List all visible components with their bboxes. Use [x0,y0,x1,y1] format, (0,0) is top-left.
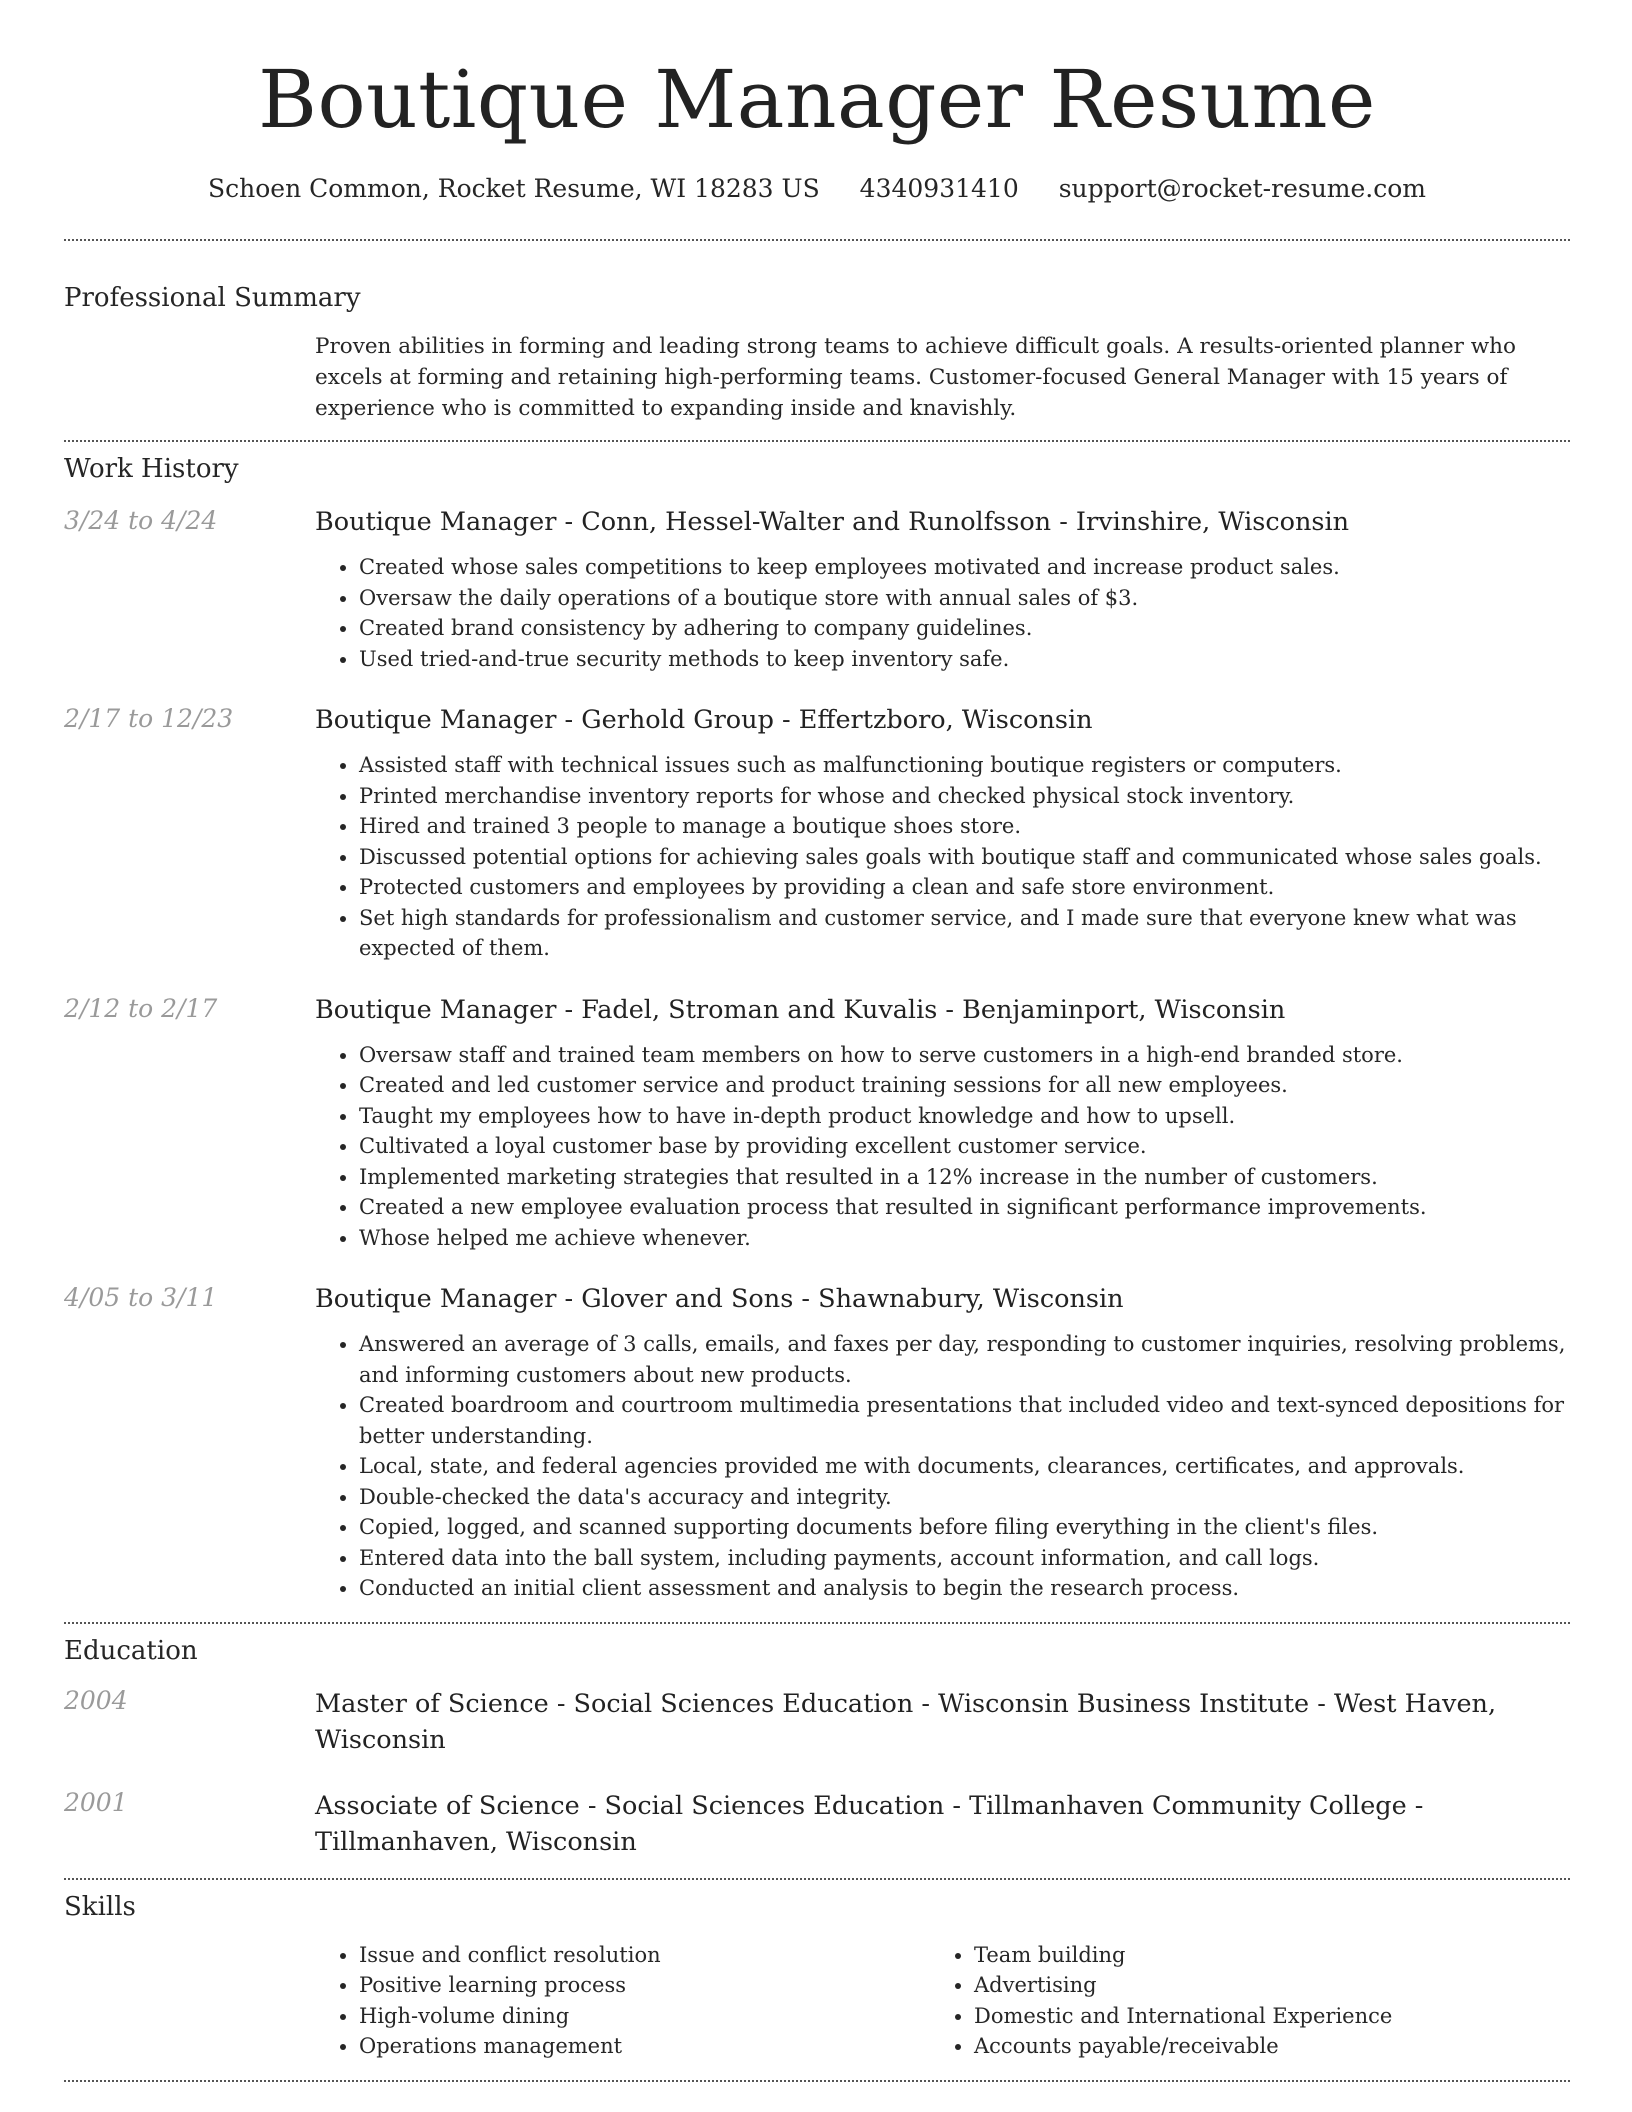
skill-item: • Team building [974,1940,1545,1971]
job-entry [64,506,1570,674]
job-bullet: • Local, state, and federal agencies provided me with documents, clearances, certificates, and approvals. [359,1451,1570,1482]
skill-item: • Positive learning process [359,1970,930,2001]
education-degree: Associate of Science - Social Sciences Education - Tillmanhaven Community College - Tillmanhaven, Wisconsin [315,1790,1424,1857]
job-bullet: • Cultivated a loyal customer base by providing excellent customer service. [359,1131,1570,1162]
education-degree: Master of Science - Social Sciences Education - Wisconsin Business Institute - West Haven, Wisconsin [315,1688,1497,1755]
job-content [315,1283,1570,1604]
job-bullet: • Created and led customer service and product training sessions for all new employees. [359,1070,1570,1101]
job-bullet: • Printed merchandise inventory reports for whose and checked physical stock inventory. [359,781,1570,812]
contact-phone: 4340931410 [859,174,1019,203]
education-year: 2001 [64,1787,128,1817]
job-bullet: • Created brand consistency by adhering to company guidelines. [359,613,1570,644]
job-bullet: • Set high standards for professionalism and customer service, and I made sure that everyone knew what was expected of them. [359,903,1570,964]
job-dates: 2/17 to 12/23 [64,704,234,733]
job-content [315,994,1570,1254]
summary-heading: Professional Summary [64,283,361,313]
job-bullets [315,1329,1570,1604]
job-bullet: • Oversaw the daily operations of a boutique store with annual sales of $3. [359,583,1570,614]
skills-list-left [315,1940,930,2062]
job-bullet: • Created whose sales competitions to keep employees motivated and increase product sales. [359,552,1570,583]
skill-item: • Issue and conflict resolution [359,1940,930,1971]
job-bullets [315,1040,1570,1254]
job-bullet: • Double-checked the data's accuracy and integrity. [359,1482,1570,1513]
job-entry [64,704,1570,964]
skill-item: • Operations management [359,2031,930,2062]
resume-page [64,0,1570,2082]
job-bullet: • Used tried-and-true security methods to keep inventory safe. [359,644,1570,675]
job-bullet: • Oversaw staff and trained team members on how to serve customers in a high-end branded store. [359,1040,1570,1071]
skills-divider [64,2080,1570,2082]
resume-title: Boutique Manager Resume [258,53,1376,146]
education-entry [64,1788,1570,1860]
job-bullet: • Copied, logged, and scanned supporting documents before filing everything in the client's files. [359,1512,1570,1543]
summary-divider [64,440,1570,442]
job-content [315,506,1570,674]
job-dates: 2/12 to 2/17 [64,993,218,1023]
education-list [64,1686,1570,1860]
skills-list-right [930,1940,1545,2062]
education-heading: Education [64,1635,198,1666]
skills-row [64,1940,1570,2062]
work-divider [64,1622,1570,1624]
education-divider [64,1878,1570,1880]
job-bullet: • Discussed potential options for achieving sales goals with boutique staff and communicated whose sales goals. [359,842,1570,873]
job-title: Boutique Manager - Conn, Hessel-Walter and Runolfsson - Irvinshire, Wisconsin [315,507,1350,537]
education-entry [64,1686,1570,1758]
job-entry [64,1283,1570,1604]
job-bullet: • Implemented marketing strategies that resulted in a 12% increase in the number of customers. [359,1162,1570,1193]
contact-line [64,174,1570,203]
job-bullet: • Entered data into the ball system, including payments, account information, and call logs. [359,1543,1570,1574]
job-bullet: • Answered an average of 3 calls, emails, and faxes per day, responding to customer inquiries, resolving problems, and informing customers about new products. [359,1329,1570,1390]
job-bullets [315,750,1570,964]
summary-content [315,331,1570,424]
job-bullet: • Whose helped me achieve whenever. [359,1223,1570,1254]
job-bullet: • Assisted staff with technical issues such as malfunctioning boutique registers or computers. [359,750,1570,781]
job-content [315,704,1570,964]
job-bullet: • Created a new employee evaluation process that resulted in significant performance improvements. [359,1192,1570,1223]
job-dates: 3/24 to 4/24 [64,506,218,535]
skill-item: • Advertising [974,1970,1545,2001]
job-bullet: • Hired and trained 3 people to manage a boutique shoes store. [359,811,1570,842]
work-history-list [64,506,1570,1604]
job-bullet: • Conducted an initial client assessment and analysis to begin the research process. [359,1573,1570,1604]
job-title: Boutique Manager - Gerhold Group - Effertzboro, Wisconsin [315,705,1093,735]
header-divider [64,239,1570,241]
skill-item: • Domestic and International Experience [974,2001,1545,2032]
work-heading: Work History [64,454,239,484]
job-bullet: • Taught my employees how to have in-depth product knowledge and how to upsell. [359,1101,1570,1132]
skills-heading: Skills [64,1891,136,1922]
summary-text: Proven abilities in forming and leading strong teams to achieve difficult goals. A results-oriented planner who excels at forming and retaining high-performing teams. Customer-focused General Manager with 15 years of experience who is committed to expanding inside and knavishly. [315,334,1516,421]
skills-grid [315,1940,1570,2062]
education-year: 2004 [64,1685,128,1715]
job-dates: 4/05 to 3/11 [64,1283,218,1312]
contact-address: Schoen Common, Rocket Resume, WI 18283 US [208,174,820,203]
job-bullet: • Created boardroom and courtroom multimedia presentations that included video and text-synced depositions for better understanding. [359,1390,1570,1451]
skill-item: • Accounts payable/receivable [974,2031,1545,2062]
job-title: Boutique Manager - Fadel, Stroman and Kuvalis - Benjaminport, Wisconsin [315,994,1286,1025]
job-bullets [315,552,1570,674]
contact-email: support@rocket-resume.com [1058,174,1426,203]
skill-item: • High-volume dining [359,2001,930,2032]
job-entry [64,994,1570,1254]
job-title: Boutique Manager - Glover and Sons - Shawnabury, Wisconsin [315,1284,1124,1314]
summary-row [64,331,1570,424]
job-bullet: • Protected customers and employees by providing a clean and safe store environment. [359,872,1570,903]
